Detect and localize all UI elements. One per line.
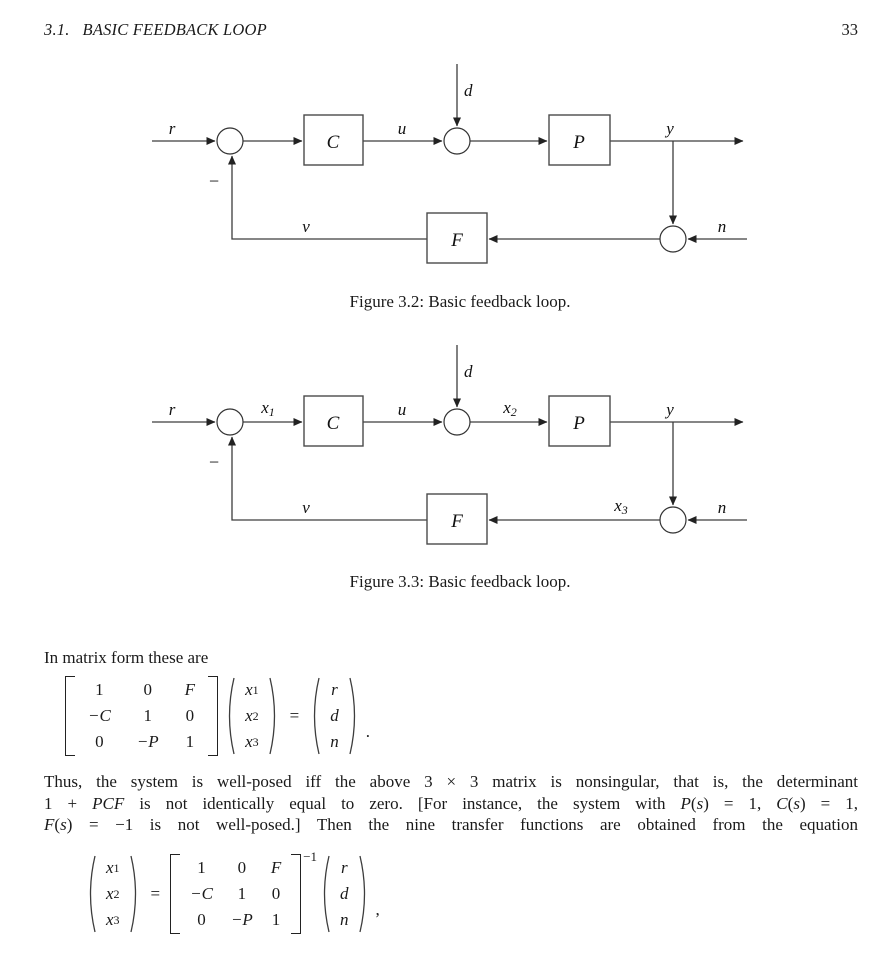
- state-x3-label: x3: [614, 496, 628, 517]
- right-paren: [268, 676, 280, 756]
- feedback-return-arrow: [232, 437, 427, 520]
- matrix-cell: 1: [271, 910, 281, 929]
- vector-cell: n: [330, 732, 339, 751]
- vector-cell: x 3: [106, 910, 120, 929]
- control-signal-label: u: [397, 400, 407, 419]
- matrix-cell: 0: [197, 910, 206, 929]
- matrix-cell: −P: [136, 732, 159, 751]
- summing-junction-1: [217, 128, 243, 154]
- vector-cell: r: [340, 858, 348, 877]
- matrix-cell: 0: [271, 884, 281, 903]
- matrix-cell: −C: [88, 706, 111, 725]
- figure-3-2-diagram: [0, 58, 890, 298]
- matrix-cell: 0: [143, 680, 152, 699]
- output-signal-label: y: [666, 400, 674, 419]
- matrix-cell: F: [270, 858, 282, 877]
- noise-signal-label: n: [717, 498, 727, 517]
- feedback-signal-label: v: [302, 498, 310, 517]
- matrix-inverse-exponent: −1: [303, 849, 318, 864]
- matrix-cell: 0: [237, 858, 247, 877]
- section-heading: [44, 20, 267, 40]
- control-signal-label: u: [397, 119, 407, 138]
- section-title: BASIC FEEDBACK LOOP: [82, 20, 267, 39]
- right-paren: [348, 676, 360, 756]
- system-matrix: [180, 854, 291, 934]
- figure-3-3-caption: Figure 3.3: Basic feedback loop.: [349, 572, 571, 591]
- vector-cell: x 2: [106, 884, 120, 903]
- vector-cell: x 3: [245, 732, 259, 751]
- matrix-equation-1: [65, 676, 370, 756]
- paragraph-line: 1 + PCF is not identically equal to zero. [For instance, the system with P(s) = 1, C(s) = 1,: [44, 793, 859, 813]
- matrix-cell: F: [184, 680, 196, 699]
- matrix-cell: 0: [95, 732, 104, 751]
- section-number: 3.1.: [44, 20, 70, 39]
- matrix-cell: 1: [143, 706, 152, 725]
- summing-junction-2: [444, 128, 470, 154]
- reference-signal-label: r: [168, 400, 176, 419]
- minus-sign: −: [207, 171, 221, 191]
- disturbance-signal-label: d: [464, 362, 473, 381]
- filter-label: F: [451, 230, 463, 251]
- right-paren: [129, 854, 141, 934]
- plant-label: P: [573, 413, 585, 434]
- summing-junction-1: [217, 409, 243, 435]
- matrix-cell: 0: [185, 706, 195, 725]
- right-square-bracket: [291, 854, 301, 934]
- disturbance-signal-label: d: [464, 81, 473, 100]
- matrix-cell: 1: [237, 884, 247, 903]
- summing-junction-3: [660, 226, 686, 252]
- matrix-cell: −C: [190, 884, 213, 903]
- feedback-return-arrow: [232, 156, 427, 239]
- summing-junction-3: [660, 507, 686, 533]
- body-paragraph: [44, 771, 858, 836]
- right-paren: [358, 854, 370, 934]
- feedback-signal-label: v: [302, 217, 310, 236]
- output-signal-label: y: [666, 119, 674, 138]
- left-paren: [319, 854, 331, 934]
- equation-comma: ,: [375, 900, 380, 919]
- vector-cell: d: [340, 884, 349, 903]
- vector-cell: n: [340, 910, 349, 929]
- page-number: 33: [841, 20, 858, 39]
- vector-cell: x 2: [245, 706, 259, 725]
- input-vector: [309, 676, 360, 756]
- vector-cell: x 1: [245, 680, 259, 699]
- equals-sign: =: [150, 884, 161, 903]
- equation-period: .: [365, 722, 370, 741]
- figure-3-2-caption: Figure 3.2: Basic feedback loop.: [349, 292, 571, 311]
- controller-label: C: [326, 413, 340, 434]
- noise-signal-label: n: [717, 217, 727, 236]
- left-square-bracket: [170, 854, 180, 934]
- left-paren: [309, 676, 321, 756]
- paragraph-line: F(s) = −1 is not well-posed.] Then the nine transfer functions are obtained from the equation: [44, 815, 858, 834]
- matrix-equation-2: [85, 849, 380, 934]
- minus-sign: −: [207, 452, 221, 472]
- left-paren: [224, 676, 236, 756]
- controller-label: C: [326, 132, 340, 153]
- equals-sign: =: [289, 706, 300, 725]
- state-x2-label: x2: [503, 398, 517, 419]
- vector-cell: r: [331, 680, 338, 699]
- filter-label: F: [451, 511, 463, 532]
- paragraph-line: Thus, the system is well-posed iff the above 3 × 3 matrix is nonsingular, that is, the determinant: [44, 772, 858, 791]
- plant-label: P: [573, 132, 585, 153]
- matrix-cell: 1: [185, 732, 195, 751]
- left-paren: [85, 854, 97, 934]
- state-vector: [85, 854, 141, 934]
- state-x1-label: x1: [261, 398, 275, 419]
- matrix-cell: 1: [95, 680, 104, 699]
- matrix-cell: 1: [197, 858, 206, 877]
- state-vector: [224, 676, 280, 756]
- intro-text: In matrix form these are: [44, 648, 209, 667]
- reference-signal-label: r: [168, 119, 176, 138]
- right-square-bracket: [208, 676, 218, 756]
- figure-3-3-diagram: [0, 339, 890, 579]
- left-square-bracket: [65, 676, 75, 756]
- summing-junction-2: [444, 409, 470, 435]
- system-matrix: [75, 676, 208, 756]
- input-vector: [319, 854, 370, 934]
- vector-cell: d: [330, 706, 339, 725]
- page-header: [44, 20, 858, 40]
- vector-cell: x 1: [106, 858, 120, 877]
- matrix-cell: −P: [230, 910, 253, 929]
